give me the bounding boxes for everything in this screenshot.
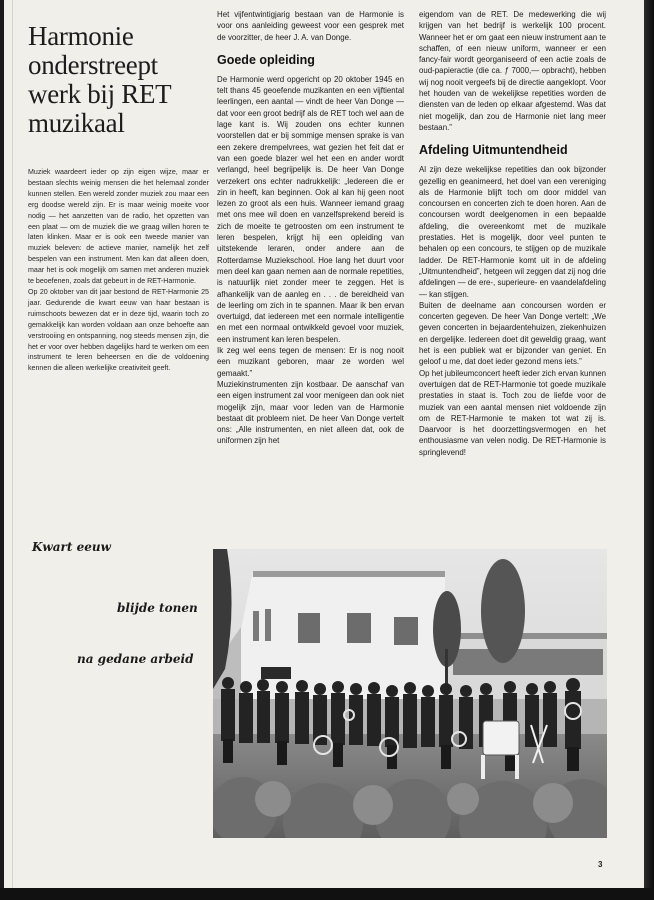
magazine-page: [4, 0, 644, 888]
column-paragraph: Buiten de deelname aan concoursen worden er concerten gegeven. De heer Van Donge vertelt: „We geven concerten in bejaardentehuizen, ziekenhuizen en dergelijke. Iedereen doet dit geweldig graag, want het is een publiek wat er bijzonder van geniet. En geloof u me, dat doet ieder gezond mens iets.”: [419, 300, 606, 367]
column-paragraph: eigendom van de RET. De medewerking die wij krijgen van het bedrijf is werkelijk 100 procent. Wanneer het er om gaat een nieuw instrument aan te schaffen, of een nieuw uniform, wanneer er een fancy-fair wordt georganiseerd of een actie zoals de oud-papieractie (die ca. ƒ 7000,— opbracht), hebben wij nog nooit vergeefs bij de directie aangeklopt. Voor het houden van de wekelijkse repetities worden de diensten van de leden op elkaar afgestemd. Was dat niet mogelijk, dan zou de Harmonie niet lang meer bestaan.”: [419, 10, 606, 132]
section-heading-uitmuntendheid: Afdeling Uitmuntendheid: [419, 143, 568, 158]
article-title: Harmonie onderstreept werk bij RET muzikaal: [28, 21, 171, 138]
article-column-2: [217, 9, 404, 447]
band-photo-image: [213, 549, 607, 838]
column-paragraph: Al zijn deze wekelijkse repetities dan ook bijzonder gezellig en geanimeerd, het doel van een vereniging als de Harmonie blijft toch om door middel van concoursen en concerten zich te doen horen. Aan de concoursen wordt deelgenomen in een bepaalde afdeling, die overeenkomt met de muzikale prestaties. Het is mogelijk, door veel punten te behalen op een concours, te stijgen op de muzikale ladder. De RET-Harmonie komt uit in de afdeling „Uitmuntendheid”, hetgeen wil zeggen dat zij nog drie afdelingen — de ere-, superieure- en vaandelafdeling — kan stijgen.: [419, 165, 606, 299]
photo-caption-line: blijde tonen: [117, 601, 198, 615]
page-edge: [0, 888, 654, 900]
page-number: 3: [598, 860, 603, 869]
intro-text: [28, 167, 209, 374]
column-paragraph: Ik zeg wel eens tegen de mensen: Er is nog nooit een muzikant geboren, maar ze worden wel gemaakt.”: [217, 346, 404, 378]
column-paragraph: Op het jubileumconcert heeft ieder zich ervan kunnen overtuigen dat de RET-Harmonie tot goede muzikale prestaties in staat is. Toch zou de liefde voor de muziek van een aantal mensen niet voldoende zijn om de RET-Harmonie te maken tot wat zij is. Daarvoor is het doorzettingsvermogen en het enthousiasme van velen nodig. De RET-Harmonie is springlevend!: [419, 368, 606, 457]
page-edge: [644, 0, 654, 900]
band-photo: [213, 549, 607, 838]
intro-paragraph: Muziek waardeert ieder op zijn eigen wijze, maar er bestaan slechts weinig mensen die het helemaal zonder kunnen stellen. Een wereld zonder muziek zou maar een erg doodse wereld zijn. Er is maar weinig moeite voor nodig — het aanzetten van de radio, het opzetten van een plaat — om de muziek die we graag willen horen te laten klinken. Maar er is ook een tweede manier van muziek beleven: de actieve manier, namelijk het zelf bespelen van een instrument. Men kan dat alleen doen, maar het is ook mogelijk om samen met anderen muziek te beoefenen, zoals dat gebeurt in de RET-Harmonie.: [28, 168, 209, 286]
photo-caption-line: na gedane arbeid: [77, 652, 194, 666]
photo-caption-line: Kwart eeuw: [32, 540, 111, 554]
column-paragraph: De Harmonie werd opgericht op 20 oktober 1945 en telt thans 45 geoefende muzikanten en een vijftiental leerlingen, een aantal — vindt de heer Van Donge — dat voor een groot bedrijf als de RET toch wel aan de lage kant is. Wij zouden ons echter kunnen voorstellen dat er bij sommige mensen sprake is van een zekere drempelvrees, wat gezien het feit dat er van een goede blazer wel het een en ander wordt verlangd, heel begrijpelijk is. De heer Van Donge verzekert ons echter nadrukkelijk: „Iedereen die er zin in heeft, kan beginnen. Ook al kan hij geen noot lezen zo groot als een huis. Wanneer iemand graag met ons mee wil doen en vanzelfsprekend bereid is zich de moeite te getroosten om een instrument te leren bespelen, krijgt hij een opleiding van uitstekende leraren, onder andere aan de Rotterdamse Muziekschool. Hoe lang het duurt voor men deel kan gaan nemen aan de normale repetities, is natuurlijk niet zonder meer te zeggen. Het is afhankelijk van de aanleg en . . . de bereidheid van de leerling om zich in te spannen. Maar ik ben ervan overtuigd, dat iedereen met een normale intelligentie en met een normaal ontwikkeld gevoel voor muziek, een instrument kan leren bespelen.: [217, 74, 404, 344]
gutter-line: [12, 0, 13, 888]
column-paragraph: Muziekinstrumenten zijn kostbaar. De aanschaf van een eigen instrument zal voor menigeen dan ook niet mogelijk zijn, maar voor leden van de Harmonie bestaat dit probleem niet. De heer Van Donge vertelt ons: „Alle instrumenten, en niet alleen dat, ook de uniformen zijn het: [217, 379, 404, 446]
section-heading-opleiding: Goede opleiding: [217, 52, 315, 67]
article-column-3: [419, 9, 606, 458]
intro-paragraph: Op 20 oktober van dit jaar bestond de RET-Harmonie 25 jaar. Gedurende die kwart eeuw van haar bestaan is ruimschoots bewezen dat er in deze tijd, waarin toch zo gemakkelijk kan worden voldaan aan onze behoefte aan verstrooiing en ontspanning, nog steeds mensen zijn, die het er voor over hebben dagelijks hard te werken om een instrument te leren beheersen en die de voldoening kennen die alleen werkelijke creativiteit geeft.: [28, 287, 209, 373]
column-paragraph: Het vijfentwintigjarig bestaan van de Harmonie is voor ons aanleiding geweest voor een gesprek met de voorzitter, de heer J. A. van Donge.: [217, 10, 404, 42]
